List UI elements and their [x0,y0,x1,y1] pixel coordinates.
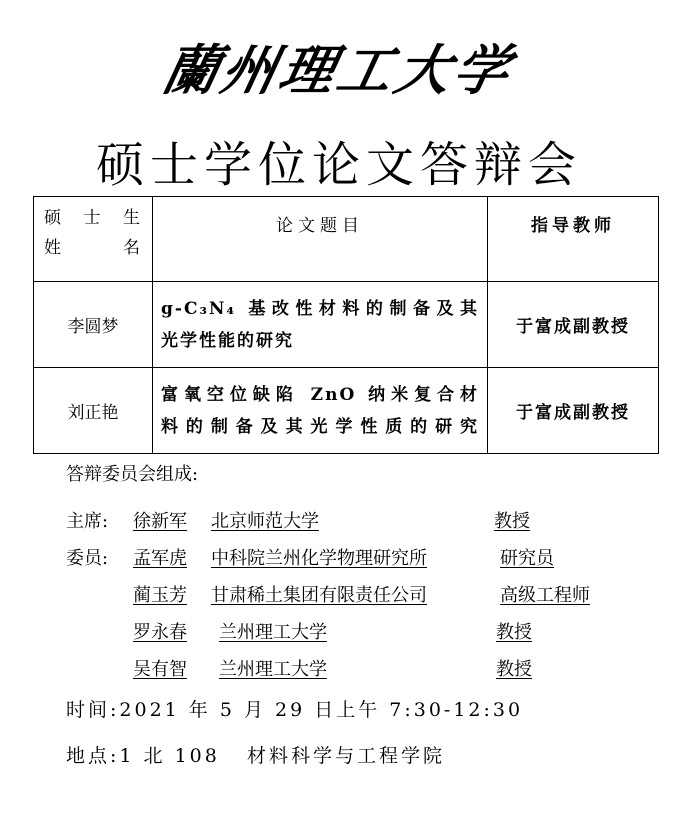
defense-location: 地点:1 北 108 材料科学与工程学院 [66,745,445,767]
committee-heading: 答辩委员会组成: [66,464,199,485]
thesis-topic [153,368,488,454]
header-student-name [34,197,153,282]
thesis-topic [153,282,488,368]
member-title: 研究员 [500,548,554,569]
member-title: 教授 [494,511,530,532]
member-title: 教授 [496,659,532,680]
chair-label: 主席: [66,511,109,532]
member-name: 吴有智 [133,659,187,680]
member-org: 甘肃稀土集团有限责任公司 [211,585,427,606]
member-name: 孟军虎 [133,548,187,569]
member-org: 北京师范大学 [211,511,319,532]
member-name: 蔺玉芳 [133,585,187,606]
member-name: 罗永春 [133,622,187,643]
table-row [34,368,659,454]
table-header-row [34,197,659,282]
thesis-topic-line2: 料的制备及其光学性质的研究 [161,416,479,437]
header-thesis-topic: 论文题目 [153,197,488,282]
table-row [34,282,659,368]
member-org: 中科院兰州化学物理研究所 [211,548,427,569]
advisor-name: 于富成副教授 [488,368,659,454]
header-advisor: 指导教师 [488,197,659,282]
thesis-topic-line1: g-C₃N₄ 基改性材料的制备及其 [161,298,479,319]
student-name: 刘正艳 [34,368,153,454]
member-name: 徐新军 [133,511,187,532]
defense-time: 时间:2021 年 5 月 29 日上午 7:30-12:30 [66,699,524,721]
thesis-topic-line1: 富氧空位缺陷 ZnO 纳米复合材 [161,384,479,405]
member-label: 委员: [66,548,109,569]
advisor-name: 于富成副教授 [488,282,659,368]
member-title: 高级工程师 [500,585,590,606]
header-name-line2: 姓 名 [44,238,142,258]
student-name: 李圆梦 [34,282,153,368]
member-org: 兰州理工大学 [219,659,327,680]
university-logo-calligraphy: 蘭州理工大学 [157,38,520,102]
member-org: 兰州理工大学 [219,622,327,643]
member-title: 教授 [496,622,532,643]
header-name-line1: 硕 士 生 [44,208,142,228]
page-title: 硕士学位论文答辩会 [95,137,582,193]
thesis-topic-line2: 光学性能的研究 [161,330,294,351]
defense-schedule-table [33,196,659,454]
